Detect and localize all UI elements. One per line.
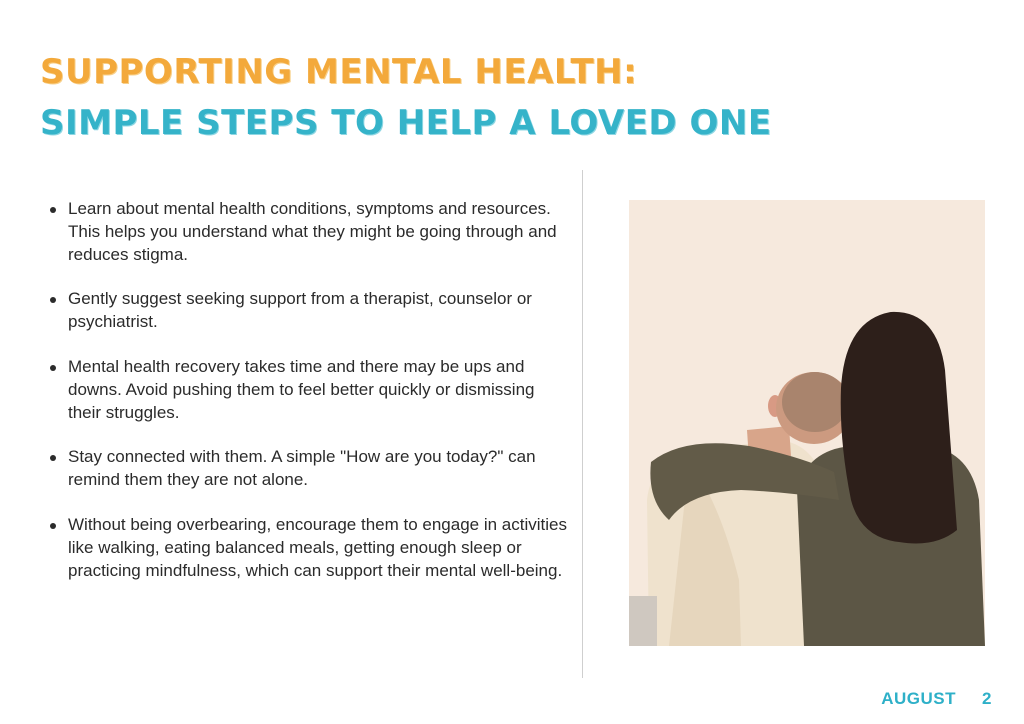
- column-divider: [582, 170, 583, 678]
- list-item: Without being overbearing, encourage them to engage in activities like walking, eating balanced meals, getting enough sleep or practicing mindfulness, which can support their mental well-being.: [48, 514, 568, 582]
- list-item: Learn about mental health conditions, symptoms and resources. This helps you understand what they might be going through and reduces stigma.: [48, 198, 568, 266]
- page-footer: [881, 689, 992, 709]
- page-number: 2: [982, 689, 992, 708]
- page-title-line-1: SUPPORTING MENTAL HEALTH:: [40, 52, 638, 92]
- tips-list: [48, 198, 568, 604]
- list-item: Gently suggest seeking support from a therapist, counselor or psychiatrist.: [48, 288, 568, 334]
- couple-photo: [629, 200, 985, 646]
- list-item: Mental health recovery takes time and there may be ups and downs. Avoid pushing them to feel better quickly or dismissing their struggles.: [48, 356, 568, 424]
- couple-illustration: [629, 200, 985, 646]
- list-item: Stay connected with them. A simple "How are you today?" can remind them they are not alone.: [48, 446, 568, 492]
- footer-month: AUGUST: [881, 689, 957, 708]
- page-title-line-2: SIMPLE STEPS TO HELP A LOVED ONE: [40, 103, 772, 143]
